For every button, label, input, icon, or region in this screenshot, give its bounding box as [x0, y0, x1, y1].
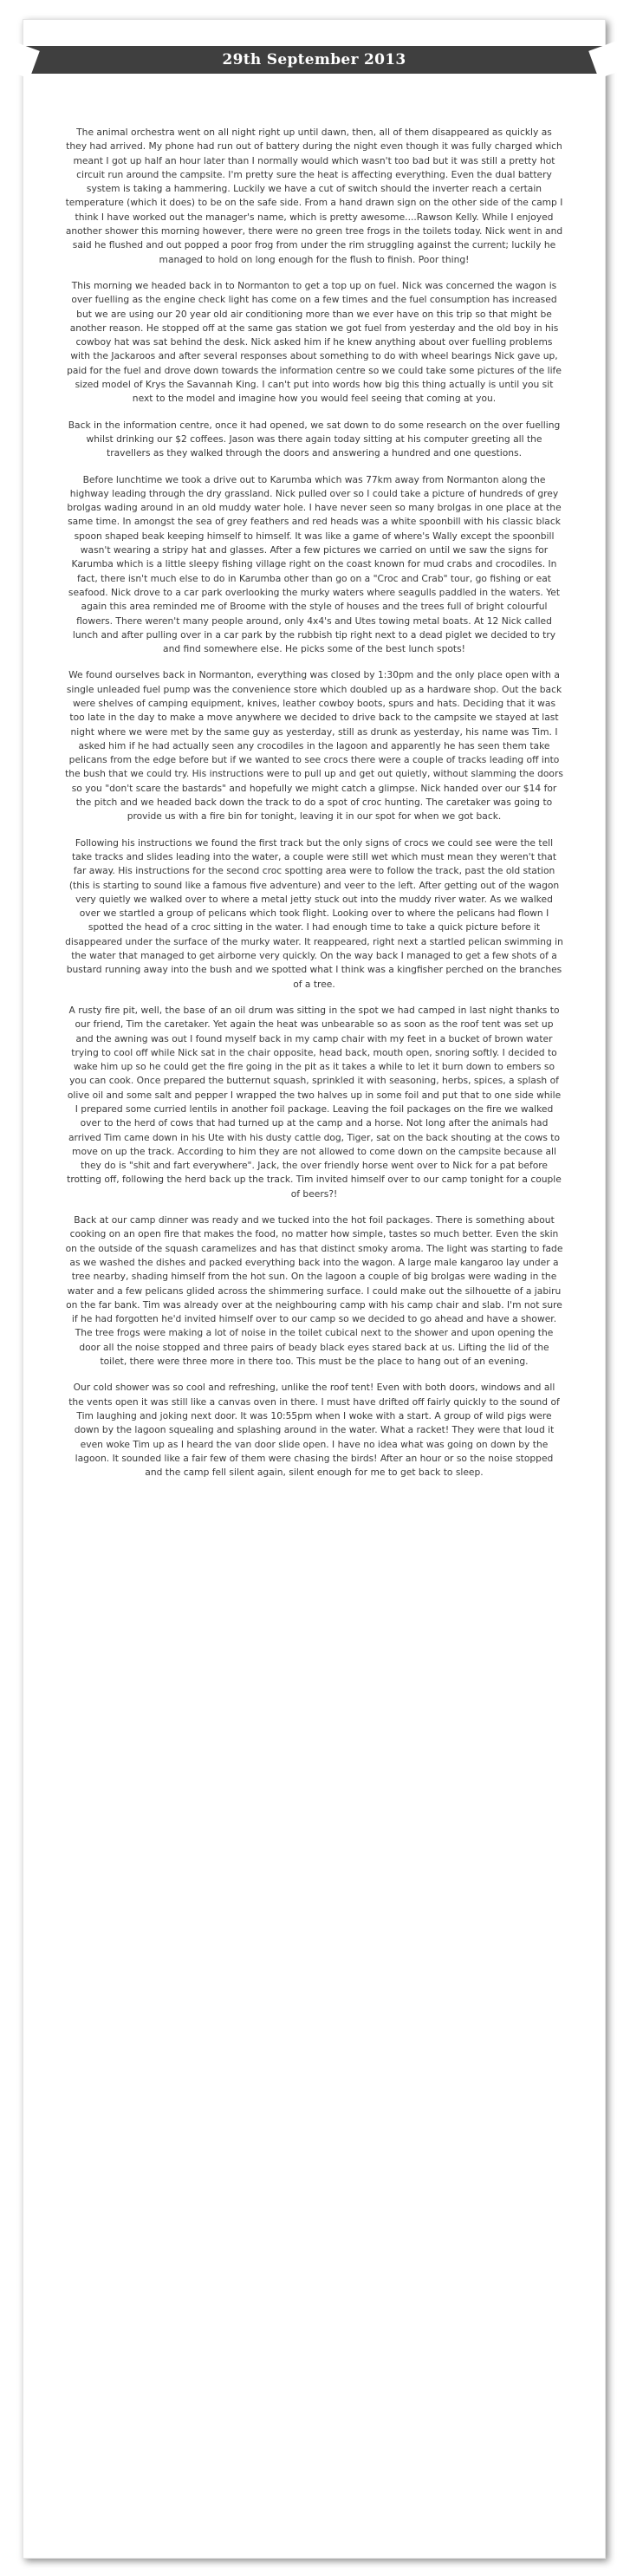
paragraph: A rusty fire pit, well, the base of an oil drum was sitting in the spot we had camped in last night thanks to our friend, Tim the caretaker. Yet again the heat was unbearable so as soon as the roof tent was set up and the awning was out I found myself back in my camp chair with my feet in a bucket of brown water trying to cool off while Nick sat in the chair opposite, head back, mouth open, snoring softly. I decided to wake him up so he could get the fire going in the pit as it takes a while to let it burn down to embers so you can cook. Once prepared the butternut squash, sprinkled it with seasoning, herbs, spices, a splash of olive oil and some salt and pepper I wrapped the two halves up in some foil and put that to one side while I prepared some curried lentils in another foil package. Leaving the foil packages on the fire we walked over to the herd of cows that had turned up at the camp and a horse. Not long after the animals had arrived Tim came down in his Ute with his dusty cattle dog, Tiger, sat on the back shouting at the cows to move on up the track. According to him they are not allowed to come down on the campsite because all they do is "shit and fart everywhere". Jack, the over friendly horse went over to Nick for a pat before trotting off, following the herd back up the track. Tim invited himself over to our camp tonight for a couple of beers?! [67, 1004, 562, 1200]
paragraph: Before lunchtime we took a drive out to Karumba which was 77km away from Normanton along the highway leading through the dry grassland. Nick pulled over so I could take a picture of hundreds of grey brolgas wading around in an old muddy water hole. I have never seen so many brolgas in one place at the same time. In amongst the sea of grey feathers and red heads was a white spoonbill with his classic black spoon shaped beak keeping himself to himself. It was like a game of where's Wally except the spoonbill wasn't wearing a stripy hat and glasses. After a few pictures we carried on until we saw the signs for Karumba which is a little sleepy fishing village right on the coast known for mud crabs and crocodiles. In fact, there isn't much else to do in Karumba other than go on a "Croc and Crab" tour, go fishing or eat seafood. Nick drove to a car park overlooking the murky waters where seagulls paddled in the waters. Yet again this area reminded me of Broome with the style of houses and the trees full of bright colourful flowers. There weren't many people around, only 4x4's and Utes towing metal boats. At 12 Nick called lunch and after pulling over in a car park by the rubbish tip right next to a dead piglet we decided to try and find somewhere else. He picks some of the best lunch spots! [67, 473, 562, 655]
paragraph: The animal orchestra went on all night right up until dawn, then, all of them disappeared as quickly as they had arrived. My phone had run out of battery during the night even though it was fully charged which meant I got up half an hour later than I normally would which wasn't too bad but it was still a pretty hot circuit run around the campsite. I'm pretty sure the heat is affecting everything. Even the dual battery system is taking a hammering. Luckily we have a cut of switch should the inverter reach a certain temperature (which it does) to be on the safe side. From a hand drawn sign on the other side of the camp I think I have worked out the manager's name, which is pretty awesome....Rawson Kelly. While I enjoyed another shower this morning however, there were no green tree frogs in the toilets today. Nick went in and said he flushed and out popped a poor frog from under the rim struggling against the current; luckily he managed to hold on long enough for the flush to finish. Poor thing! [65, 127, 563, 265]
paragraph: Following his instructions we found the first track but the only signs of crocs we could see were the tell take tracks and slides leading into the water, a couple were still wet which must mean they weren't that far away. His instructions for the second croc spotting area were to follow the track, past the old station (this is starting to sound like a famous five adventure) and veer to the left. After getting out of the wagon very quietly we walked over to where a metal jetty stuck out into the muddy river water. As we walked over we startled a group of pelicans which took flight. Looking over to where the pelicans had flown I spotted the head of a croc sitting in the water. I had enough time to take a quick picture before it disappeared under the surface of the murky water. It reappeared, right next a startled pelican swimming in the water that managed to get airborne very quickly. On the way back I managed to get a few shots of a bustard running away into the bush and we spotted what I think was a kingfisher perched on the branches of a tree. [65, 836, 563, 990]
journal-page [23, 19, 606, 2559]
paragraph: Back in the information centre, once it had opened, we sat down to do some research on the over fuelling whilst drinking our $2 coffees. Jason was there again today sitting at his computer greeting all the travellers as they walked through the doors and answering a hundred and one questions. [68, 419, 561, 459]
paragraph: Our cold shower was so cool and refreshing, unlike the roof tent! Even with both doors, windows and all the vents open it was still like a canvas oven in there. I must have drifted off fairly quickly to the sound of Tim laughing and joking next door. It was 10:55pm when I woke with a start. A group of wild pigs were down by the lagoon squealing and splashing around in the water. What a racket! They were that loud it even woke Tim up as I heard the van door slide open. I have no idea what was going on down by the lagoon. It sounded like a fair few of them were chasing the birds! After an hour or so the noise stopped and the camp fell silent again, silent enough for me to get back to sleep. [68, 1382, 560, 1479]
journal-entry [65, 126, 563, 1492]
paragraph: Back at our camp dinner was ready and we tucked into the hot foil packages. There is something about cooking on an open fire that makes the food, no matter how simple, tastes so much better. Even the skin on the outside of the squash caramelizes and has that distinct smoky aroma. The light was starting to fade as we washed the dishes and packed everything back into the wagon. A large male kangaroo lay under a tree nearby, shading himself from the hot sun. On the lagoon a couple of big brolgas were wading in the water and a few pelicans glided across the shimmering surface. I could make out the silhouette of a jabiru on the far bank. Tim was already over at the neighbouring camp with his camp chair and slab. I'm not sure if he had forgotten he'd invited himself over to our camp so we decided to go ahead and have a shower. The tree frogs were making a lot of noise in the toilet cubical next to the shower and upon opening the door all the noise stopped and three pairs of beady black eyes stared back at us. Lifting the lid of the toilet, there were three more in there too. This must be the place to hang out of an evening. [65, 1214, 563, 1368]
date-banner [23, 46, 605, 74]
paragraph: This morning we headed back in to Normanton to get a top up on fuel. Nick was concerned the wagon is over fuelling as the engine check light has come on a few times and the fuel consumption has increased but we are using our 20 year old air conditioning more than we ever have on this trip so that might be another reason. He stopped off at the same gas station we got fuel from yesterday and the old boy in his cowboy hat was sat behind the desk. Nick asked him if he knew anything about over fuelling problems with the Jackaroos and after several responses about something to do with wheel bearings Nick gave up, paid for the fuel and drove down towards the information centre so we could take some pictures of the life sized model of Krys the Savannah King. I can't put into words how big this thing actually is until you sit next to the model and imagine how you would feel seeing that coming at you. [67, 279, 562, 405]
page-title: 29th September 2013 [222, 51, 406, 68]
paragraph: We found ourselves back in Normanton, everything was closed by 1:30pm and the only place open with a single unleaded fuel pump was the convenience store which doubled up as a hardware shop. Out the back were shelves of camping equipment, knives, leather cowboy boots, spurs and hats. Deciding that it was too late in the day to make a move anywhere we decided to drive back to the campsite we stayed at last night where we were met by the same guy as yesterday, still as drunk as yesterday, his name was Tim. I asked him if he had actually seen any crocodiles in the lagoon and apparently he has seen them take pelicans from the edge before but if we wanted to see crocs there were a couple of tracks leading off into the bush that we could try. His instructions were to pull up and get out quietly, without slamming the doors so you "don't scare the bastards" and hopefully we might catch a glimpse. Nick handed over our $14 for the pitch and we headed back down the track to do a spot of croc hunting. The caretaker was going to provide us with a fire bin for tonight, leaving it in our spot for when we got back. [65, 669, 563, 823]
